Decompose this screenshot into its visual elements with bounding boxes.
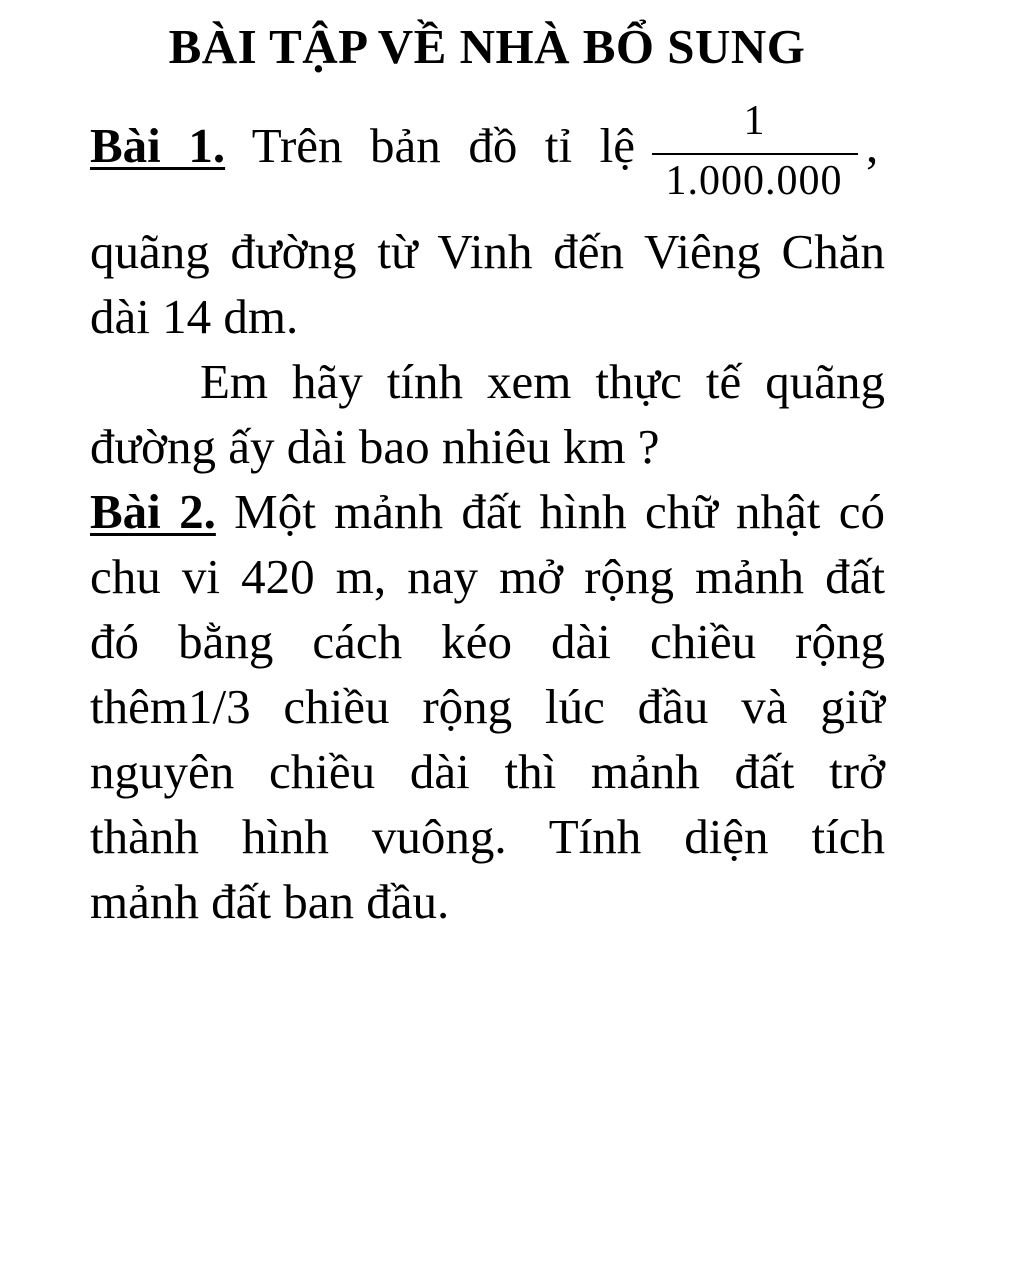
problem-2-line-4: thêm1/3 chiều rộng lúc đầu và giữ bbox=[90, 679, 885, 734]
problem-1-line-3: dài 14 dm. bbox=[90, 289, 299, 344]
problem-2-label: Bài 2. bbox=[90, 484, 216, 539]
scale-fraction bbox=[650, 96, 858, 212]
problem-2-line-6: thành hình vuông. Tính diện tích bbox=[90, 809, 885, 864]
problem-1-line-4: Em hãy tính xem thực tế quãng bbox=[200, 354, 885, 409]
problem-2-line-1-text: Một mảnh đất hình chữ nhật có bbox=[234, 484, 885, 539]
scale-denominator: 1.000.000 bbox=[665, 158, 843, 204]
problem-2-line-1 bbox=[90, 479, 885, 545]
scale-numerator: 1 bbox=[743, 98, 765, 144]
page-title: BÀI TẬP VỀ NHÀ BỔ SUNG bbox=[168, 19, 806, 74]
problem-2-line-2: chu vi 420 m, nay mở rộng mảnh đất bbox=[90, 549, 885, 604]
problem-1-line-5: đường ấy dài bao nhiêu km ? bbox=[90, 419, 660, 474]
problem-2-line-7: mảnh đất ban đầu. bbox=[90, 874, 450, 929]
problem-1-line-2: quãng đường từ Vinh đến Viêng Chăn bbox=[90, 224, 885, 279]
fraction-comma: , bbox=[866, 118, 879, 173]
problem-1-first-line bbox=[90, 98, 885, 224]
problem-2-line-3: đó bằng cách kéo dài chiều rộng bbox=[90, 614, 885, 669]
fraction-bar bbox=[652, 153, 858, 155]
problem-2-line-5: nguyên chiều dài thì mảnh đất trở bbox=[90, 744, 885, 799]
problem-1-label: Bài 1. bbox=[90, 118, 226, 173]
problem-1-lead bbox=[90, 113, 635, 179]
problem-1-lead-text: Trên bản đồ tỉ lệ bbox=[251, 118, 635, 173]
